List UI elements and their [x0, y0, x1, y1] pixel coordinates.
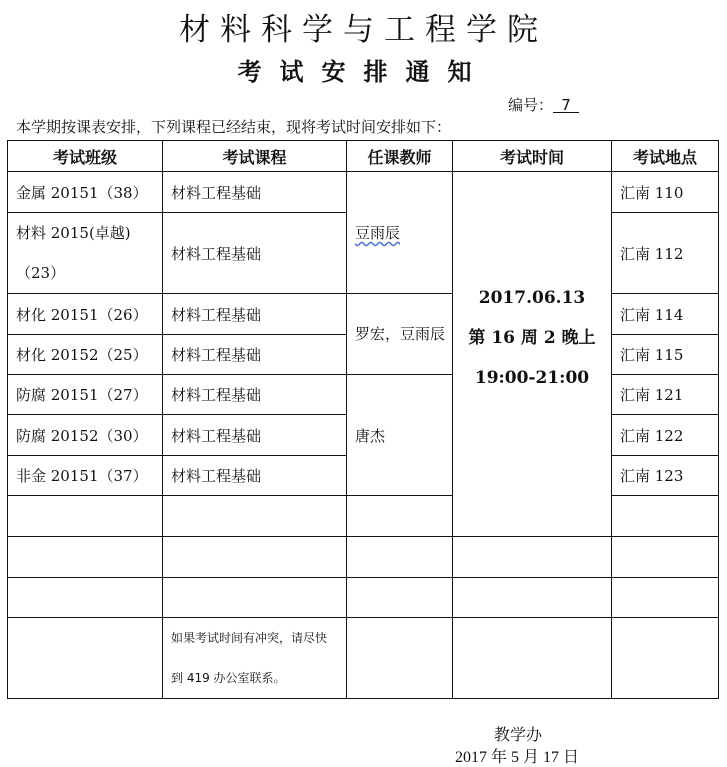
empty-cell: [163, 537, 347, 578]
empty-cell: [347, 537, 453, 578]
course-cell: 材料工程基础: [163, 415, 347, 456]
table-header-row: [8, 141, 719, 172]
exam-schedule-table: [7, 140, 719, 699]
class-cell: 材化 20152（25）: [8, 335, 163, 375]
location-cell: 汇南 121: [612, 375, 719, 415]
course-cell: 材料工程基础: [163, 172, 347, 213]
course-cell: 材料工程基础: [163, 375, 347, 415]
location-cell: 汇南 122: [612, 415, 719, 456]
empty-cell: [8, 537, 163, 578]
course-cell: 材料工程基础: [163, 213, 347, 294]
empty-cell: [347, 496, 453, 537]
document-number-value: 7: [553, 98, 579, 113]
note-line: 如果考试时间有冲突，请尽快: [171, 631, 328, 645]
exam-date: 2017.06.13: [478, 288, 586, 308]
empty-cell: [8, 496, 163, 537]
class-cell: 材化 20151（26）: [8, 294, 163, 335]
column-header-class: 考试班级: [8, 141, 163, 172]
class-cell: 防腐 20152（30）: [8, 415, 163, 456]
teacher-name: 豆雨辰: [355, 224, 401, 242]
location-cell: 汇南 110: [612, 172, 719, 213]
course-cell: 材料工程基础: [163, 456, 347, 496]
document-number: [508, 94, 579, 115]
empty-cell: [453, 578, 612, 618]
empty-row: [8, 578, 719, 618]
empty-cell: [612, 496, 719, 537]
institution-title: 材料科学与工程学院: [179, 12, 548, 48]
table-row: [8, 172, 719, 213]
table-row: [8, 375, 719, 415]
teacher-cell: [347, 172, 453, 294]
intro-text: 本学期按课表安排，下列课程已经结束，现将考试时间安排如下：: [16, 118, 452, 136]
course-cell: 材料工程基础: [163, 294, 347, 335]
note-row: [8, 618, 719, 699]
empty-cell: [453, 618, 612, 699]
issuing-office: 教学办: [494, 727, 543, 744]
exam-time-cell: [453, 172, 612, 537]
empty-cell: [163, 578, 347, 618]
location-cell: 汇南 112: [612, 213, 719, 294]
column-header-location: 考试地点: [612, 141, 719, 172]
table-row: [8, 294, 719, 335]
empty-cell: [453, 537, 612, 578]
empty-cell: [612, 578, 719, 618]
column-header-time: 考试时间: [453, 141, 612, 172]
empty-cell: [163, 496, 347, 537]
class-cell: 金属 20151（38）: [8, 172, 163, 213]
empty-cell: [8, 618, 163, 699]
issue-date: 2017 年 5 月 17 日: [455, 749, 580, 766]
exam-week: 第 16 周 2 晚上: [468, 328, 596, 348]
column-header-course: 考试课程: [163, 141, 347, 172]
class-cell: 防腐 20151（27）: [8, 375, 163, 415]
course-cell: 材料工程基础: [163, 335, 347, 375]
location-cell: 汇南 114: [612, 294, 719, 335]
empty-cell: [347, 618, 453, 699]
conflict-note: [163, 618, 347, 699]
document-number-label: 编号：: [508, 96, 554, 114]
empty-cell: [347, 578, 453, 618]
document-title: 考试安排通知: [237, 58, 490, 86]
column-header-teacher: 任课教师: [347, 141, 453, 172]
class-cell: 材料 2015(卓越)（23）: [8, 213, 163, 294]
teacher-cell: 罗宏，豆雨辰: [347, 294, 453, 375]
teacher-cell: 唐杰: [347, 375, 453, 496]
empty-row: [8, 537, 719, 578]
empty-cell: [8, 578, 163, 618]
class-cell: 非金 20151（37）: [8, 456, 163, 496]
note-line: 到 419 办公室联系。: [171, 671, 286, 685]
location-cell: 汇南 123: [612, 456, 719, 496]
location-cell: 汇南 115: [612, 335, 719, 375]
exam-hours: 19:00-21:00: [474, 368, 590, 388]
empty-row: [8, 496, 719, 537]
empty-cell: [612, 537, 719, 578]
empty-cell: [612, 618, 719, 699]
